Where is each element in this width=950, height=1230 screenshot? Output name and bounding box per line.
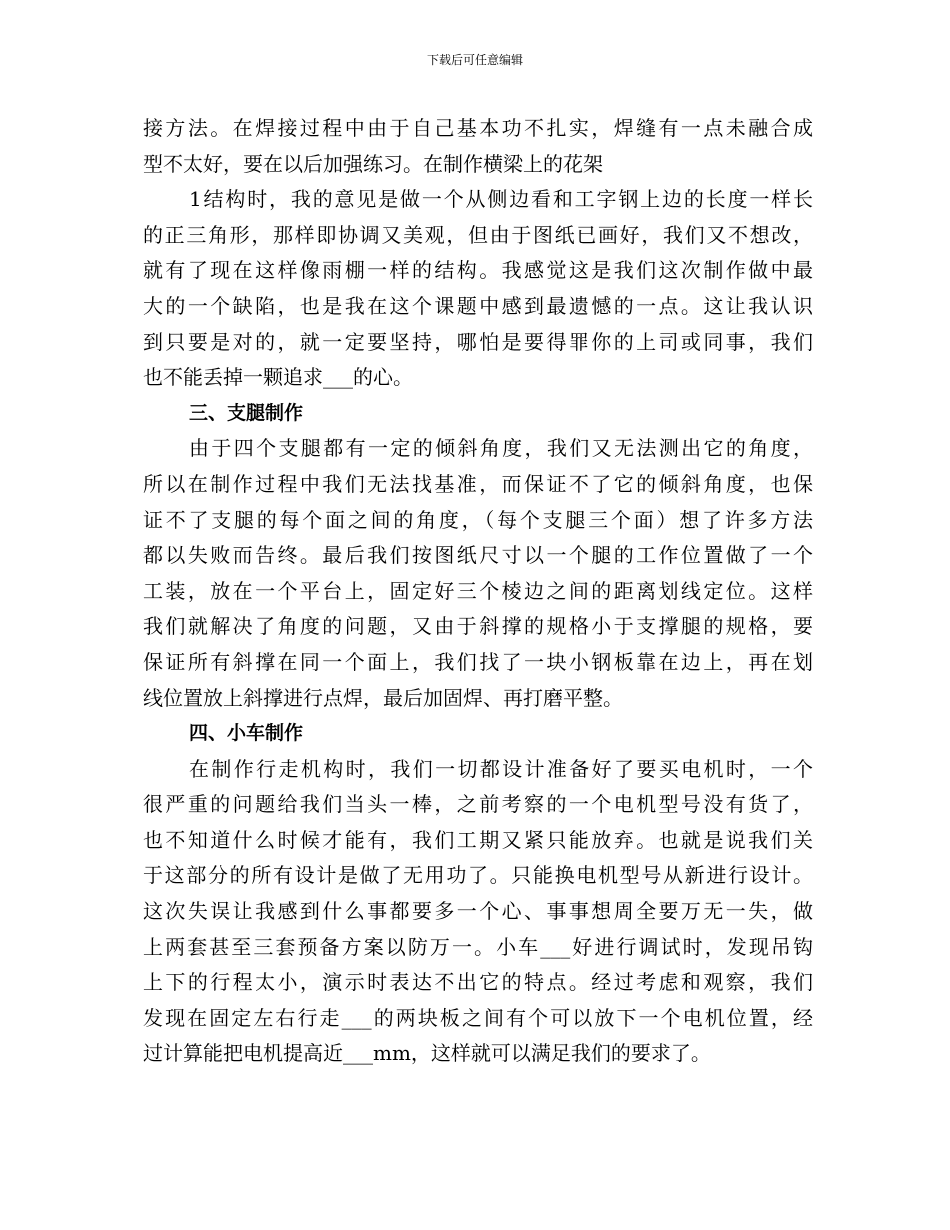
text-line: 到只要是对的，就一定要坚持，哪怕是要得罪你的上司或同事，我们	[143, 329, 813, 354]
text-line: 上两套甚至三套预备方案以防万一。小车___好进行调试时，发现吊钩	[143, 934, 813, 959]
text-line: 接方法。在焊接过程中由于自己基本功不扎实，焊缝有一点未融合成	[143, 116, 813, 140]
paragraph-legs	[143, 431, 813, 716]
text-line: 大的一个缺陷，也是我在这个课题中感到最遗憾的一点。这让我认识	[143, 293, 813, 318]
paragraph-trolley	[143, 752, 813, 1072]
text-line: 线位置放上斜撑进行点焊，最后加固焊、再打磨平整。	[143, 685, 623, 710]
text-line: 也不能丢掉一颗追求___的心。	[143, 365, 413, 390]
text-line: 由于四个支腿都有一定的倾斜角度，我们又无法测出它的角度，	[189, 436, 813, 461]
text-line: 我们就解决了角度的问题，又由于斜撑的规格小于支撑腿的规格，要	[143, 614, 813, 639]
text-line: 发现在固定左右行走___的两块板之间有个可以放下一个电机位置，经	[143, 1005, 813, 1030]
text-line: 在制作行走机构时，我们一切都设计准备好了要买电机时，一个	[189, 756, 813, 781]
text-line: 保证所有斜撑在同一个面上，我们找了一块小钢板靠在边上，再在划	[143, 649, 813, 674]
text-line: 证不了支腿的每个面之间的角度，（每个支腿三个面）想了许多方法	[143, 507, 813, 532]
text-line: 就有了现在这样像雨棚一样的结构。我感觉这是我们这次制作做中最	[143, 258, 813, 283]
text-line: 都以失败而告终。最后我们按图纸尺寸以一个腿的工作位置做了一个	[143, 543, 813, 568]
text-line: 这次失误让我感到什么事都要多一个心、事事想周全要万无一失，做	[143, 899, 813, 924]
paragraph-structure	[143, 182, 813, 396]
section-heading-trolley: 四、小车制作	[189, 722, 304, 745]
text-line: 的正三角形，那样即协调又美观，但由于图纸已画好，我们又不想改，	[143, 222, 813, 247]
text-line: 工装，放在一个平台上，固定好三个棱边之间的距离划线定位。这样	[143, 578, 813, 603]
text-line: 1结构时，我的意见是做一个从侧边看和工字钢上边的长度一样长	[189, 187, 813, 212]
text-line: 上下的行程太小，演示时表达不出它的特点。经过考虑和观察，我们	[143, 970, 813, 995]
document-body	[143, 111, 813, 1072]
section-heading-legs: 三、支腿制作	[189, 401, 304, 424]
text-line: 于这部分的所有设计是做了无用功了。只能换电机型号从新进行设计。	[143, 863, 813, 888]
text-line: 过计算能把电机提高近___mm，这样就可以满足我们的要求了。	[143, 1041, 711, 1066]
text-line: 很严重的问题给我们当头一棒，之前考察的一个电机型号没有货了，	[143, 792, 813, 817]
text-line: 也不知道什么时候才能有，我们工期又紧只能放弃。也就是说我们关	[143, 827, 813, 852]
paragraph-welding	[143, 111, 813, 182]
page-header: 下载后可任意编辑	[426, 53, 523, 67]
text-line: 型不太好，要在以后加强练习。在制作横梁上的花架	[143, 151, 603, 176]
text-line: 所以在制作过程中我们无法找基准，而保证不了它的倾斜角度，也保	[143, 471, 813, 496]
